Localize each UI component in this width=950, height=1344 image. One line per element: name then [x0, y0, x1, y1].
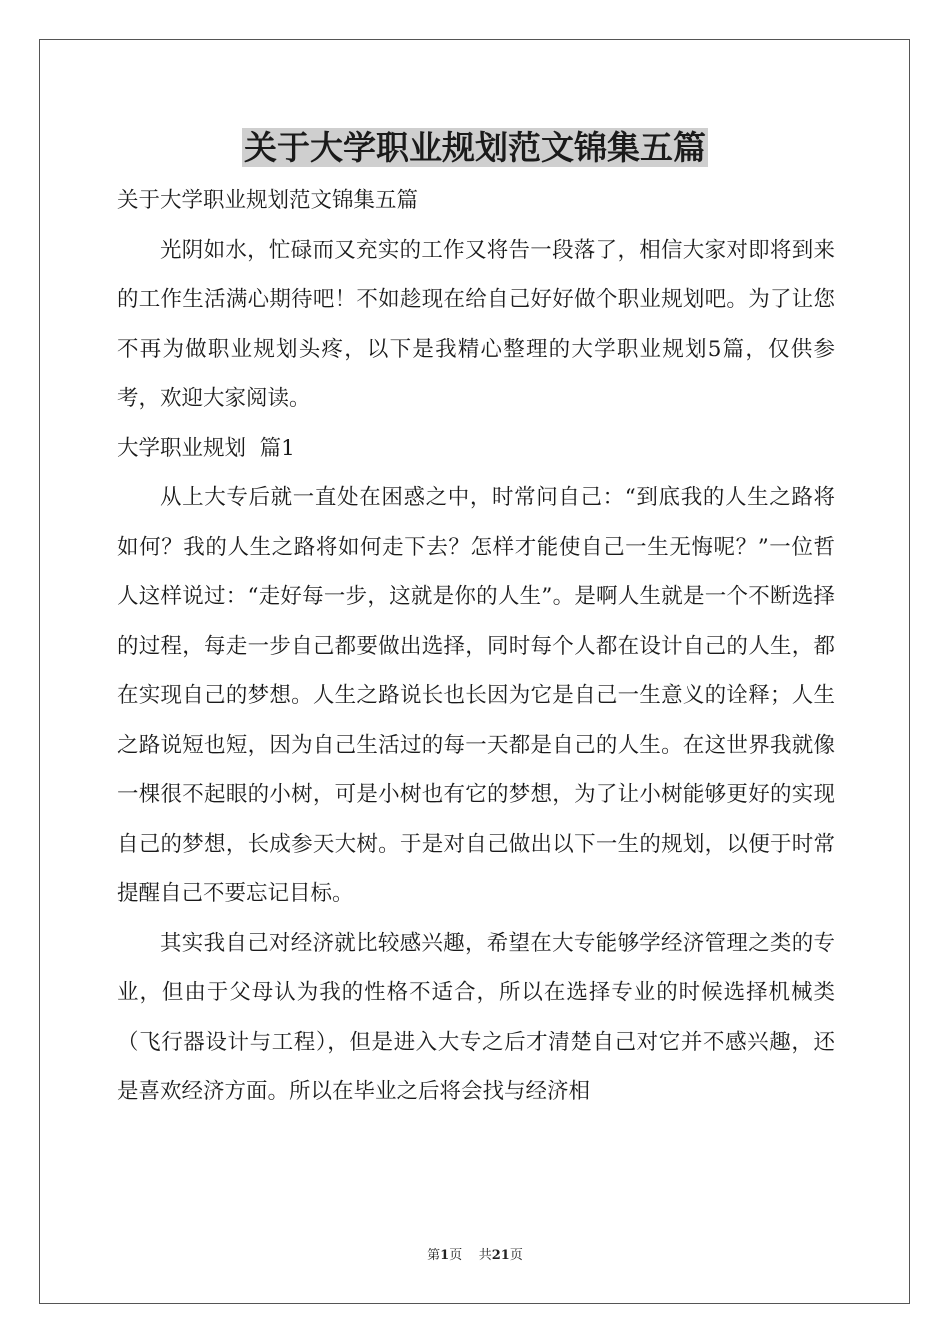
document-title-text: 关于大学职业规划范文锦集五篇 — [244, 128, 706, 167]
document-subtitle: 关于大学职业规划范文锦集五篇 — [117, 188, 419, 213]
intro-paragraph: 光阴如水，忙碌而又充实的工作又将告一段落了，相信大家对即将到来的工作生活满心期待吧！不如趁现在给自己好好做个职业规划吧。为了让您不再为做职业规划头疼，以下是我精心整理的大学职业规划5篇，仅供参考，欢迎大家阅读。 — [117, 237, 835, 411]
document-body — [117, 176, 835, 1117]
current-page-number: 1 — [440, 1248, 450, 1263]
total-page-number: 21 — [491, 1248, 510, 1263]
body-paragraph-1: 从上大专后就一直处在困惑之中，时常问自己：“到底我的人生之路将如何？我的人生之路将如何走下去？怎样才能使自己一生无悔呢？”一位哲人这样说过：“走好每一步，这就是你的人生”。是啊人生就是一个不断选择的过程，每走一步自己都要做出选择，同时每个人都在设计自己的人生，都在实现自己的梦想。人生之路说长也长因为它是自己一生意义的诠释；人生之路说短也短，因为自己生活过的每一天都是自己的人生。在这世界我就像一棵很不起眼的小树，可是小树也有它的梦想，为了让小树能够更好的实现自己的梦想，长成参天大树。于是对自己做出以下一生的规划，以便于时常提醒自己不要忘记目标。 — [117, 485, 835, 906]
section-heading: 大学职业规划 篇1 — [117, 435, 295, 461]
page-number-prefix: 第 — [427, 1248, 441, 1263]
page-footer — [0, 1246, 950, 1266]
body-paragraph-2: 其实我自己对经济就比较感兴趣，希望在大专能够学经济管理之类的专业，但由于父母认为我的性格不适合，所以在选择专业的时候选择机械类（飞行器设计与工程），但是进入大专之后才清楚自己对它并不感兴趣，还是喜欢经济方面。所以在毕业之后将会找与经济相 — [117, 930, 835, 1104]
page-number-suffix: 页 — [509, 1248, 523, 1263]
page-number-mid: 页 共 — [449, 1248, 492, 1263]
document-title — [0, 124, 950, 172]
